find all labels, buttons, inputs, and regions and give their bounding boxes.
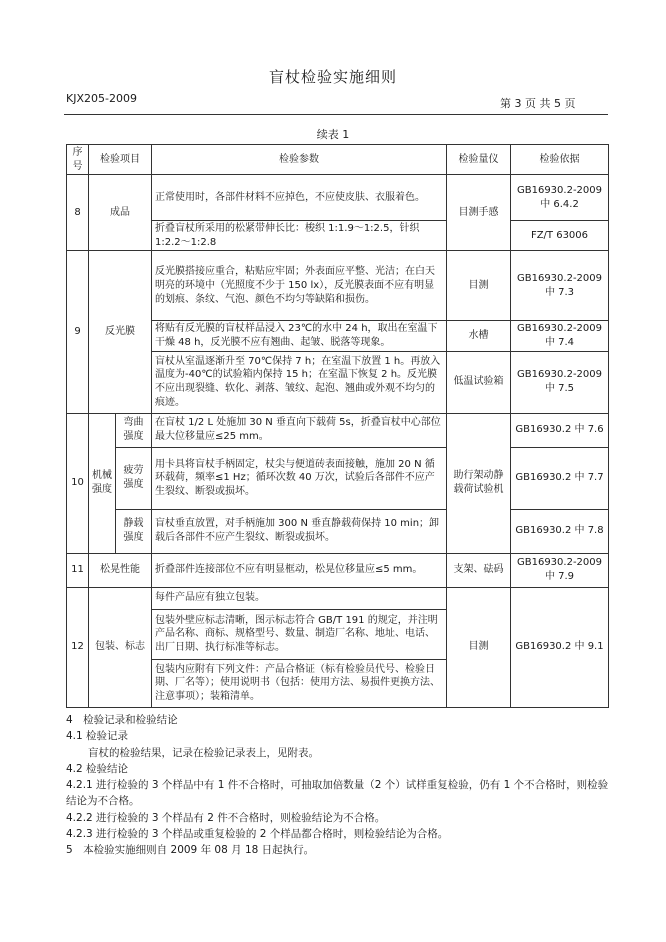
table-row (67, 509, 609, 553)
row-subitem: 疲劳强度 (116, 447, 152, 509)
header-no: 序号 (67, 145, 89, 175)
row-param: 折叠部件连接部位不应有明显框动，松晃位移量应≤5 mm。 (152, 553, 447, 587)
note-heading: 5 本检验实施细则自 2009 年 08 月 18 日起执行。 (66, 844, 315, 857)
row-item: 反光膜 (89, 251, 152, 413)
table-row (67, 175, 609, 221)
note-text: 4.2.3 进行检验的 3 个样品或重复检验的 2 个样品都合格时，则检验结论为合格。 (66, 827, 449, 840)
row-item: 成品 (89, 175, 152, 251)
row-no: 8 (67, 175, 89, 251)
inspection-table (66, 144, 609, 708)
header-params: 检验参数 (152, 145, 447, 175)
row-no: 12 (67, 587, 89, 707)
row-basis: GB16930.2-2009 中 6.4.2 (511, 175, 609, 221)
row-basis: FZ/T 63006 (511, 221, 609, 251)
row-param: 包装内应附有下列文件：产品合格证（标有检验员代号、检验日期、厂名等）；使用说明书（包括：使用方法、易损件更换方法、注意事项）；装箱清单。 (152, 659, 447, 707)
row-basis: GB16930.2-2009 中 7.5 (511, 351, 609, 413)
row-no: 10 (67, 413, 89, 553)
row-instrument: 目测手感 (447, 175, 511, 251)
row-item: 包装、标志 (89, 587, 152, 707)
header-instrument: 检验量仪 (447, 145, 511, 175)
row-param: 正常使用时，各部件材料不应掉色，不应使皮肤、衣服着色。 (152, 175, 447, 221)
row-instrument: 低温试验箱 (447, 351, 511, 413)
note-heading: 4 检验记录和检验结论 (66, 714, 178, 726)
header-item: 检验项目 (89, 145, 152, 175)
row-instrument: 支架、砝码 (447, 553, 511, 587)
table-row (67, 553, 609, 587)
note-subheading: 4.1 检验记录 (66, 730, 129, 743)
row-basis: GB16930.2 中 7.8 (511, 509, 609, 553)
row-instrument: 水槽 (447, 321, 511, 351)
row-param: 反光膜搭接应重合，粘贴应牢固；外表面应平整、光洁；在白天明亮的环境中（光照度不少于 150 lx），反光膜表面不应有明显的划痕、条纹、气泡、颜色不均匀等缺陷和损伤。 (152, 251, 447, 321)
note-text: 4.2.1 进行检验的 3 个样品中有 1 件不合格时，可抽取加倍数量（2 个）试样重复检验，仍有 1 个不合格时，则检验结论为不合格。 (66, 779, 609, 808)
row-item: 松晃性能 (89, 553, 152, 587)
row-param: 盲杖垂直放置，对手柄施加 300 N 垂直静载荷保持 10 min；卸载后各部件不应产生裂纹、断裂或损坏。 (152, 509, 447, 553)
row-param: 折叠盲杖所采用的松紧带伸长比：梭织 1:1.9～1:2.5，针织 1:2.2～1:2.8 (152, 221, 447, 251)
table-row (67, 413, 609, 447)
row-subitem: 静载强度 (116, 509, 152, 553)
row-basis: GB16930.2-2009 中 7.4 (511, 321, 609, 351)
table-row (67, 251, 609, 321)
table-row (67, 447, 609, 509)
row-instrument: 助行架动静载荷试验机 (447, 413, 511, 553)
note-subheading: 4.2 检验结论 (66, 762, 129, 775)
row-basis: GB16930.2-2009 中 7.3 (511, 251, 609, 321)
page-number: 第 3 页 共 5 页 (500, 97, 576, 110)
table-row (67, 587, 609, 609)
document-number: KJX205-2009 (66, 92, 137, 105)
row-param: 每件产品应有独立包装。 (152, 587, 447, 609)
note-text: 4.2.2 进行检验的 3 个样品有 2 件不合格时，则检验结论为不合格。 (66, 811, 386, 824)
row-param: 用卡具将盲杖手柄固定，杖尖与便道砖表面接触，施加 20 N 循环载荷，频率≤1 Hz；循环次数 40 万次，试验后各部件不应产生裂纹、断裂或损坏。 (152, 447, 447, 509)
row-no: 9 (67, 251, 89, 413)
row-instrument: 目测 (447, 251, 511, 321)
row-basis: GB16930.2 中 7.7 (511, 447, 609, 509)
row-instrument: 目测 (447, 587, 511, 707)
row-param: 包装外壁应标志清晰，图示标志符合 GB/T 191 的规定，并注明产品名称、商标、规格型号、数量、制造厂名称、地址、电话、出厂日期、执行标准等标志。 (152, 609, 447, 659)
note-text: 盲杖的检验结果，记录在检验记录表上，见附表。 (88, 746, 319, 759)
row-param: 盲杖从室温逐渐升至 70℃保持 7 h；在室温下放置 1 h。再放入温度为-40℃的试验箱内保持 15 h；在室温下恢复 2 h。反光膜不应出现裂缝、软化、剥落、皱纹、起泡、翘曲或外观不均匀的痕迹。 (152, 351, 447, 413)
header-basis: 检验依据 (511, 145, 609, 175)
row-basis: GB16930.2 中 7.6 (511, 413, 609, 447)
row-no: 11 (67, 553, 89, 587)
document-title: 盲杖检验实施细则 (268, 68, 397, 86)
row-subitem: 弯曲强度 (116, 413, 152, 447)
row-item: 机械强度 (89, 413, 116, 553)
row-param: 在盲杖 1/2 L 处施加 30 N 垂直向下载荷 5s，折叠盲杖中心部位最大位移量应≤25 mm。 (152, 413, 447, 447)
table-header-row (67, 145, 609, 175)
header-rule (64, 114, 608, 115)
row-basis: GB16930.2-2009 中 7.9 (511, 553, 609, 587)
notes-section (66, 712, 610, 858)
table-caption: 续表 1 (316, 128, 350, 141)
row-basis: GB16930.2 中 9.1 (511, 587, 609, 707)
row-param: 将贴有反光膜的盲杖样品浸入 23℃的水中 24 h，取出在室温下干燥 48 h，反光膜不应有翘曲、起皱、脱落等现象。 (152, 321, 447, 351)
